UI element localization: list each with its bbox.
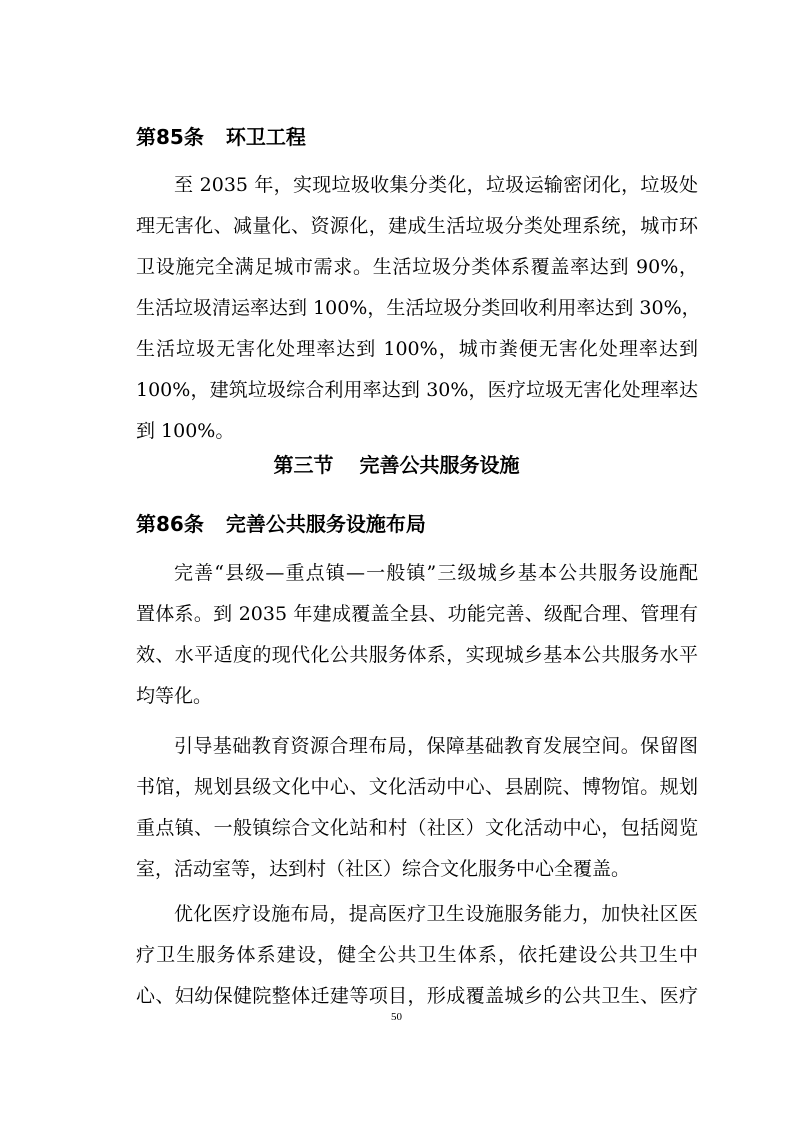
paragraph-line: 效、水平适度的现代化公共服务体系，实现城乡基本公共服务水平 [136,644,698,666]
paragraph-line: 完善“县级—重点镇—一般镇”三级城乡基本公共服务设施配 [174,562,698,584]
paragraph-line: 理无害化、减量化、资源化，建成生活垃圾分类处理系统，城市环 [136,215,698,237]
paragraph-line: 到 100%。 [136,420,235,442]
paragraph-line: 均等化。 [136,685,213,707]
paragraph-line: 室，活动室等，达到村（社区）综合文化服务中心全覆盖。 [136,858,631,880]
paragraph-line: 书馆，规划县级文化中心、文化活动中心、县剧院、博物馆。规划 [136,776,698,798]
section-3-name: 完善公共服务设施 [359,453,520,477]
article-86-heading [136,511,426,537]
paragraph-line: 生活垃圾无害化处理率达到 100%，城市粪便无害化处理率达到 [136,338,698,360]
paragraph-line: 疗卫生服务体系建设，健全公共卫生体系，依托建设公共卫生中 [136,944,698,966]
article-85-paragraph [136,165,701,452]
paragraph-line: 重点镇、一般镇综合文化站和村（社区）文化活动中心，包括阅览 [136,817,698,839]
page-number: 50 [391,1011,402,1023]
paragraph-line: 100%，建筑垃圾综合利用率达到 30%，医疗垃圾无害化处理率达 [136,379,698,401]
article-86-paragraph-3 [136,894,698,1017]
paragraph-line: 卫设施完全满足城市需求。生活垃圾分类体系覆盖率达到 90%， [136,256,698,278]
section-3-number: 第三节 [273,453,334,477]
paragraph-line: 引导基础教育资源合理布局，保障基础教育发展空间。保留图 [174,735,698,757]
article-86-paragraph-1 [136,553,698,717]
article-85-title: 环卫工程 [225,125,306,149]
paragraph-line: 优化医疗设施布局，提高医疗卫生设施服务能力，加快社区医 [174,903,698,925]
article-85-number: 第85条 [136,125,204,149]
article-86-number: 第86条 [136,512,204,536]
article-86-paragraph-2 [136,726,698,890]
article-86-title: 完善公共服务设施布局 [225,512,426,536]
paragraph-line: 生活垃圾清运率达到 100%，生活垃圾分类回收利用率达到 30%， [136,297,701,319]
article-85-heading [136,124,306,150]
paragraph-line: 置体系。到 2035 年建成覆盖全县、功能完善、级配合理、管理有 [136,603,698,625]
paragraph-line: 至 2035 年，实现垃圾收集分类化，垃圾运输密闭化，垃圾处 [174,174,698,196]
section-3-title [0,452,793,478]
paragraph-line: 心、妇幼保健院整体迁建等项目，形成覆盖城乡的公共卫生、医疗 [136,985,698,1007]
